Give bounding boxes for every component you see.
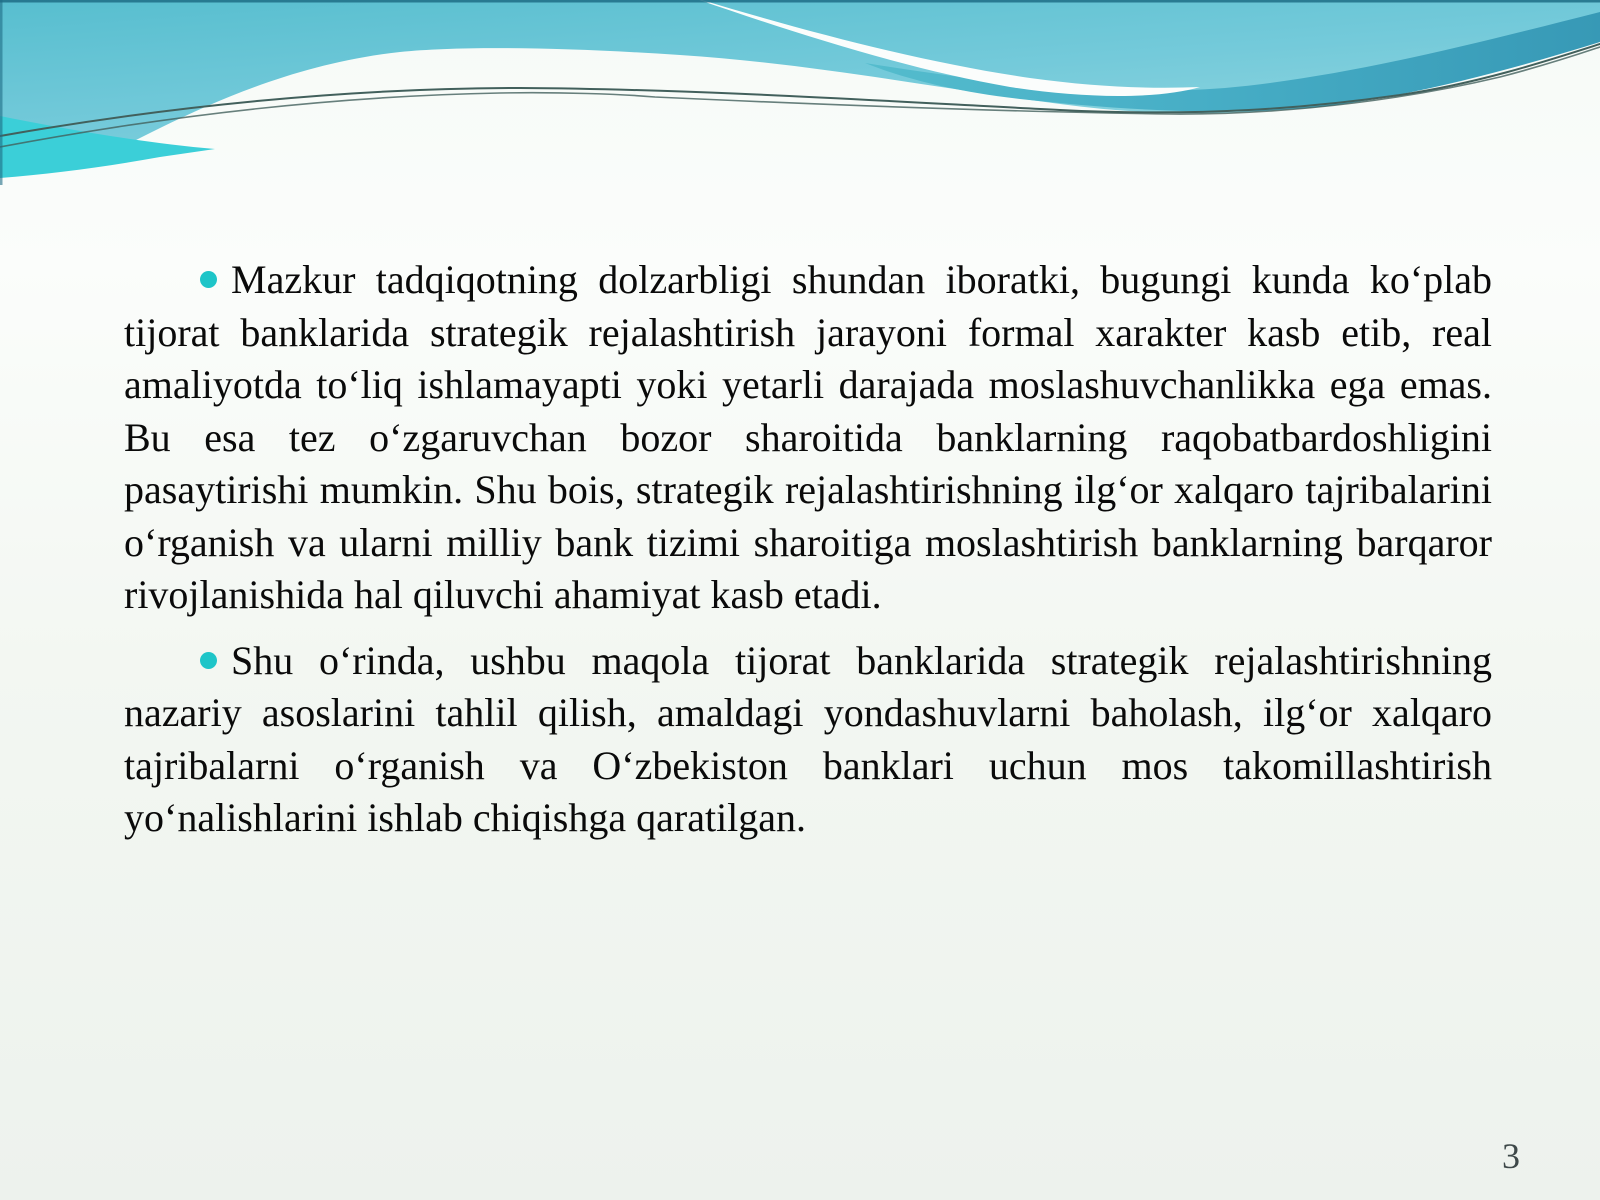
bullet-icon bbox=[200, 652, 217, 669]
paragraph-text-1: Mazkur tadqiqotning dolzarbligi shundan iboratki, bugungi kunda ko‘plab tijorat banklarida strategik rejalashtirish jarayoni formal xarakter kasb etib, real amaliyotda to‘liq ishlamayapti yoki yetarli darajada moslashuvchanlikka ega emas. Bu esa tez o‘zgaruvchan bozor sharoitida banklarning raqobatbardoshligini pasaytirishi mumkin. Shu bois, strategik rejalashtirishning ilg‘or xalqaro tajribalarini o‘rganish va ularni milliy bank tizimi sharoitiga moslashtirish banklarning barqaror rivojlanishida hal qiluvchi ahamiyat kasb etadi. bbox=[124, 257, 1492, 617]
slide-left-edge bbox=[0, 0, 3, 185]
slide-top-edge bbox=[0, 0, 1600, 3]
paragraph-text-2: Shu o‘rinda, ushbu maqola tijorat banklarida strategik rejalashtirishning nazariy asoslarini tahlil qilish, amaldagi yondashuvlarni baholash, ilg‘or xalqaro tajribalarni o‘rganish va O‘zbekiston banklari uchun mos takomillashtirish yo‘nalishlarini ishlab chiqishga qaratilgan. bbox=[124, 637, 1492, 840]
page-number: 3 bbox=[1502, 1136, 1520, 1176]
slide-body-text bbox=[124, 254, 1492, 858]
bullet-icon bbox=[200, 271, 217, 288]
header-wave-decoration bbox=[0, 0, 1600, 260]
bullet-paragraph-2 bbox=[124, 635, 1492, 845]
bullet-paragraph-1 bbox=[124, 254, 1492, 622]
